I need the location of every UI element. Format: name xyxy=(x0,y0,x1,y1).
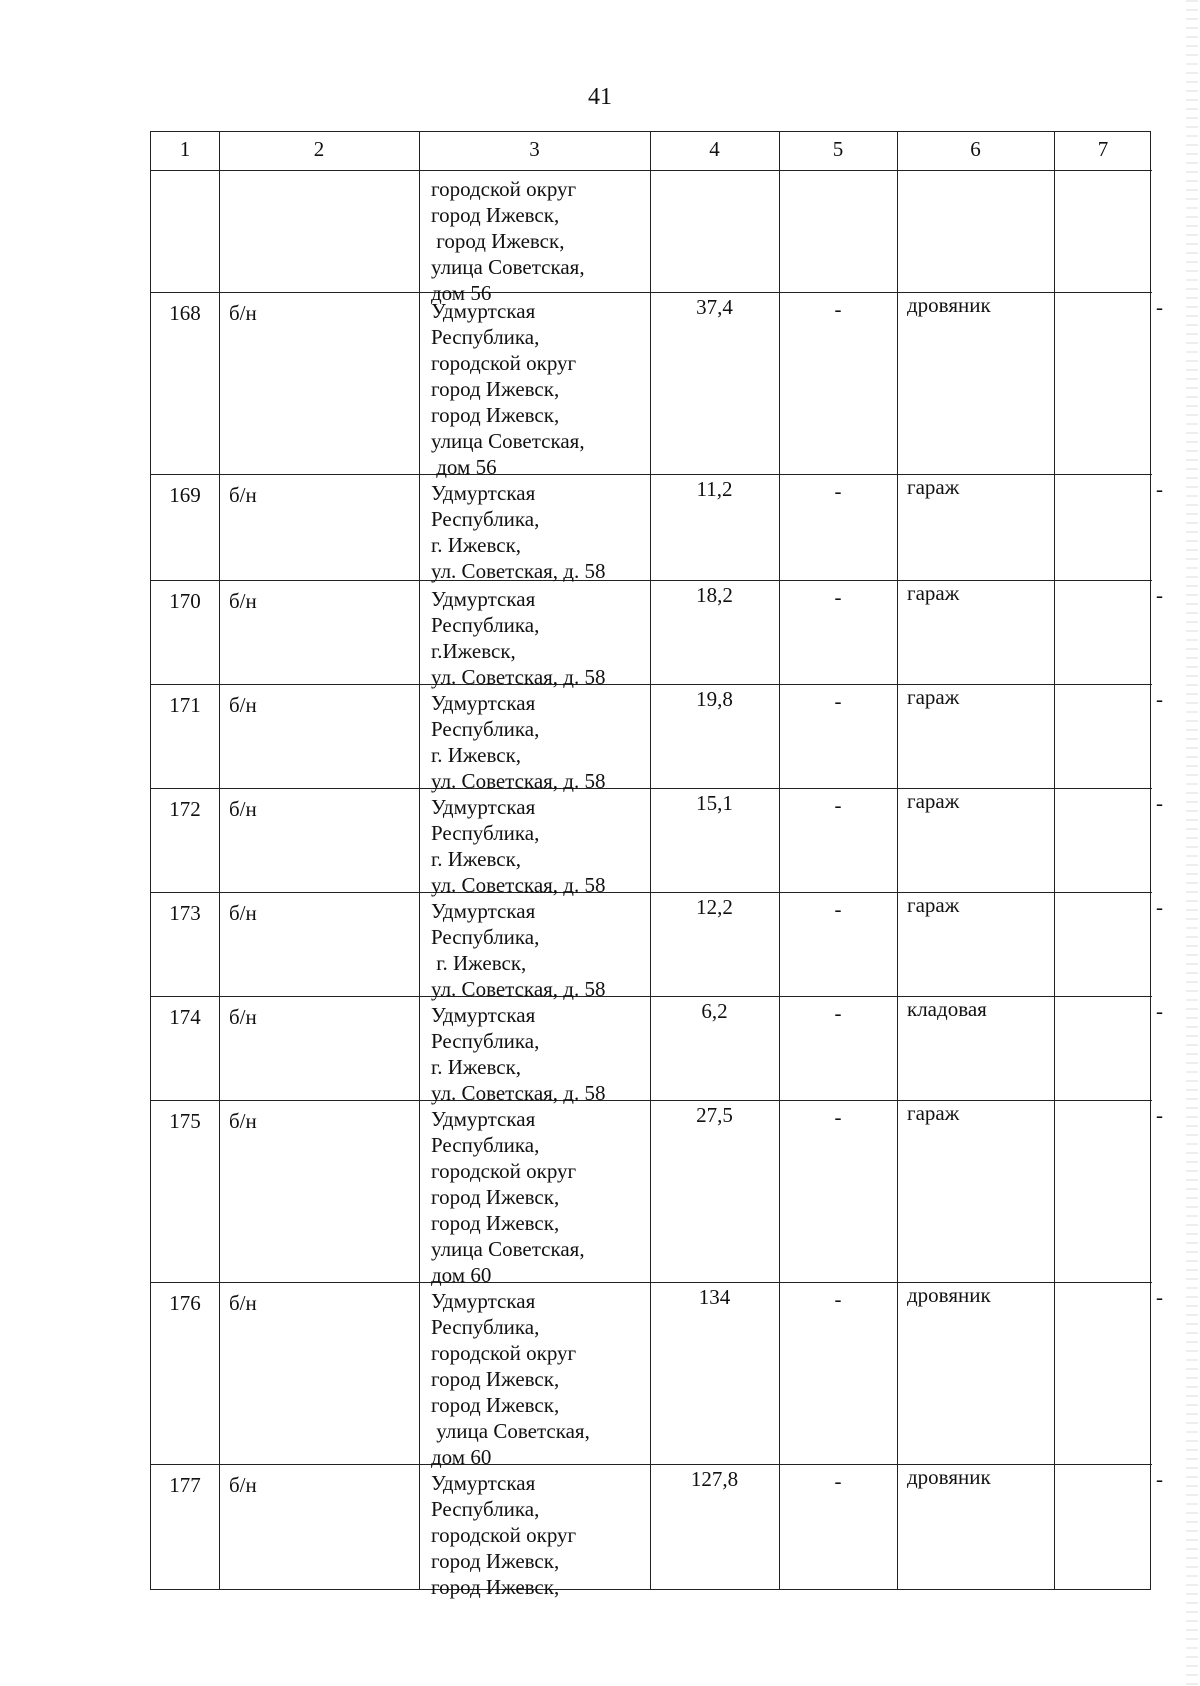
address-line: г. Ижевск, xyxy=(431,1055,522,1079)
row-divider xyxy=(151,684,1152,685)
column-header: 6 xyxy=(970,137,981,161)
row-number: 172 xyxy=(169,797,201,821)
column-7-value: - xyxy=(1156,895,1163,919)
address-line: город Ижевск, xyxy=(431,1575,560,1599)
column-divider xyxy=(219,132,220,1589)
inventory-number: б/н xyxy=(229,1109,257,1133)
address-line: г. Ижевск, xyxy=(431,743,522,767)
address-cell xyxy=(431,898,605,1002)
area-value: 15,1 xyxy=(696,791,733,815)
column-7-value: - xyxy=(1156,1103,1163,1127)
address-line: Республика, xyxy=(431,325,540,349)
address-line: ул. Советская, д. 58 xyxy=(431,1081,606,1105)
address-line: город Ижевск, xyxy=(431,403,560,427)
column-7-value: - xyxy=(1156,583,1163,607)
address-line: Республика, xyxy=(431,613,540,637)
column-divider xyxy=(1054,132,1055,1589)
inventory-number: б/н xyxy=(229,1005,257,1029)
address-line: Удмуртская xyxy=(431,1471,536,1495)
row-divider xyxy=(151,892,1152,893)
column-5-value: - xyxy=(834,1469,842,1493)
column-divider xyxy=(650,132,651,1589)
row-number: 173 xyxy=(169,901,201,925)
area-value: 127,8 xyxy=(690,1467,739,1491)
area-value: 37,4 xyxy=(696,295,733,319)
address-line: Республика, xyxy=(431,1029,540,1053)
purpose-value: гараж xyxy=(907,1101,960,1125)
row-number: 176 xyxy=(169,1291,201,1315)
inventory-number: б/н xyxy=(229,797,257,821)
purpose-value: дровяник xyxy=(907,293,991,317)
address-cell xyxy=(431,298,585,480)
address-cell xyxy=(431,480,605,584)
column-header: 7 xyxy=(1097,137,1109,161)
address-cell xyxy=(431,1002,605,1106)
row-divider xyxy=(151,1464,1152,1465)
purpose-value: гараж xyxy=(907,685,960,709)
column-header: 1 xyxy=(179,137,191,161)
address-line: ул. Советская, д. 58 xyxy=(431,559,606,583)
address-line: улица Советская, xyxy=(431,1419,590,1443)
row-number: 170 xyxy=(169,589,201,613)
column-7-value: - xyxy=(1156,687,1163,711)
row-divider xyxy=(151,580,1152,581)
row-divider xyxy=(151,292,1152,293)
address-line: Республика, xyxy=(431,507,540,531)
address-line: улица Советская, xyxy=(431,1237,585,1261)
column-7-value: - xyxy=(1156,791,1163,815)
column-5-value: - xyxy=(834,297,842,321)
address-line: дом 60 xyxy=(431,1263,492,1287)
address-line: Республика, xyxy=(431,1315,540,1339)
column-divider xyxy=(897,132,898,1589)
purpose-value: гараж xyxy=(907,789,960,813)
address-line: городской округ xyxy=(431,1341,577,1365)
address-cell xyxy=(431,794,605,898)
area-value: 11,2 xyxy=(696,477,733,501)
inventory-number: б/н xyxy=(229,1291,257,1315)
address-line: город Ижевск, xyxy=(431,229,565,253)
inventory-number: б/н xyxy=(229,1473,257,1497)
address-line: Удмуртская xyxy=(431,587,536,611)
row-divider xyxy=(151,474,1152,475)
address-line: городской округ xyxy=(431,351,577,375)
address-line: Удмуртская xyxy=(431,481,536,505)
column-7-value: - xyxy=(1156,1285,1163,1309)
address-line: улица Советская, xyxy=(431,429,585,453)
inventory-number: б/н xyxy=(229,483,257,507)
address-line: Республика, xyxy=(431,1497,540,1521)
column-7-value: - xyxy=(1156,477,1163,501)
column-5-value: - xyxy=(834,897,842,921)
address-cell xyxy=(431,1470,576,1600)
address-cell xyxy=(431,1106,585,1288)
column-5-value: - xyxy=(834,689,842,713)
inventory-number: б/н xyxy=(229,901,257,925)
address-line: Республика, xyxy=(431,717,540,741)
address-line: городской округ xyxy=(431,1159,577,1183)
row-number: 168 xyxy=(169,301,201,325)
address-line: Республика, xyxy=(431,925,540,949)
address-line: Удмуртская xyxy=(431,795,536,819)
address-line: Республика, xyxy=(431,1133,540,1157)
address-line: ул. Советская, д. 58 xyxy=(431,769,606,793)
column-5-value: - xyxy=(834,1287,842,1311)
column-5-value: - xyxy=(834,793,842,817)
address-line: г.Ижевск, xyxy=(431,639,516,663)
address-line: дом 56 xyxy=(431,281,492,305)
address-line: ул. Советская, д. 58 xyxy=(431,977,606,1001)
area-value: 12,2 xyxy=(696,895,733,919)
column-7-value: - xyxy=(1156,1467,1163,1491)
row-divider xyxy=(151,788,1152,789)
column-header: 2 xyxy=(313,137,325,161)
row-divider xyxy=(151,1100,1152,1101)
address-line: Удмуртская xyxy=(431,1107,536,1131)
area-value: 18,2 xyxy=(696,583,733,607)
address-line: Удмуртская xyxy=(431,899,536,923)
address-line: город Ижевск, xyxy=(431,1367,560,1391)
column-5-value: - xyxy=(834,1105,842,1129)
row-number: 177 xyxy=(169,1473,201,1497)
column-5-value: - xyxy=(834,479,842,503)
address-line: ул. Советская, д. 58 xyxy=(431,665,606,689)
purpose-value: дровяник xyxy=(907,1283,991,1307)
column-7-value: - xyxy=(1156,999,1163,1023)
purpose-value: гараж xyxy=(907,893,960,917)
address-line: ул. Советская, д. 58 xyxy=(431,873,606,897)
column-header: 4 xyxy=(709,137,720,161)
address-line: городской округ xyxy=(431,1523,577,1547)
address-line: город Ижевск, xyxy=(431,1211,560,1235)
area-value: 27,5 xyxy=(696,1103,733,1127)
inventory-number: б/н xyxy=(229,693,257,717)
column-header: 3 xyxy=(529,137,540,161)
address-line: г. Ижевск, xyxy=(431,847,522,871)
address-cell xyxy=(431,690,605,794)
purpose-value: гараж xyxy=(907,581,960,605)
scan-edge-artifact xyxy=(1186,0,1198,1686)
address-line: Удмуртская xyxy=(431,1289,536,1313)
inventory-number: б/н xyxy=(229,589,257,613)
row-number: 174 xyxy=(169,1005,201,1029)
row-divider xyxy=(151,170,1152,171)
address-line: Удмуртская xyxy=(431,299,536,323)
address-line: город Ижевск, xyxy=(431,377,560,401)
address-line: Республика, xyxy=(431,821,540,845)
column-divider xyxy=(779,132,780,1589)
page-number: 41 xyxy=(588,84,612,110)
row-number: 175 xyxy=(169,1109,201,1133)
row-number: 171 xyxy=(169,693,201,717)
purpose-value: кладовая xyxy=(907,997,987,1021)
address-cell xyxy=(431,586,605,690)
address-line: город Ижевск, xyxy=(431,203,560,227)
address-cell xyxy=(431,176,585,306)
address-cell xyxy=(431,1288,590,1470)
purpose-value: гараж xyxy=(907,475,960,499)
address-line: г. Ижевск, xyxy=(431,951,527,975)
column-divider xyxy=(419,132,420,1589)
address-line: Удмуртская xyxy=(431,1003,536,1027)
address-line: Удмуртская xyxy=(431,691,536,715)
address-line: город Ижевск, xyxy=(431,1185,560,1209)
column-header: 5 xyxy=(832,137,844,161)
address-line: дом 60 xyxy=(431,1445,492,1469)
area-value: 6,2 xyxy=(701,999,728,1023)
row-number: 169 xyxy=(169,483,201,507)
purpose-value: дровяник xyxy=(907,1465,991,1489)
address-line: дом 56 xyxy=(431,455,497,479)
address-line: город Ижевск, xyxy=(431,1549,560,1573)
row-divider xyxy=(151,996,1152,997)
registry-table xyxy=(150,131,1163,1599)
column-5-value: - xyxy=(834,585,842,609)
address-line: улица Советская, xyxy=(431,255,585,279)
address-line: город Ижевск, xyxy=(431,1393,560,1417)
area-value: 19,8 xyxy=(696,687,733,711)
inventory-number: б/н xyxy=(229,301,257,325)
area-value: 134 xyxy=(698,1285,731,1309)
column-5-value: - xyxy=(834,1001,842,1025)
column-7-value: - xyxy=(1156,295,1163,319)
address-line: городской округ xyxy=(431,177,577,201)
row-divider xyxy=(151,1282,1152,1283)
address-line: г. Ижевск, xyxy=(431,533,522,557)
